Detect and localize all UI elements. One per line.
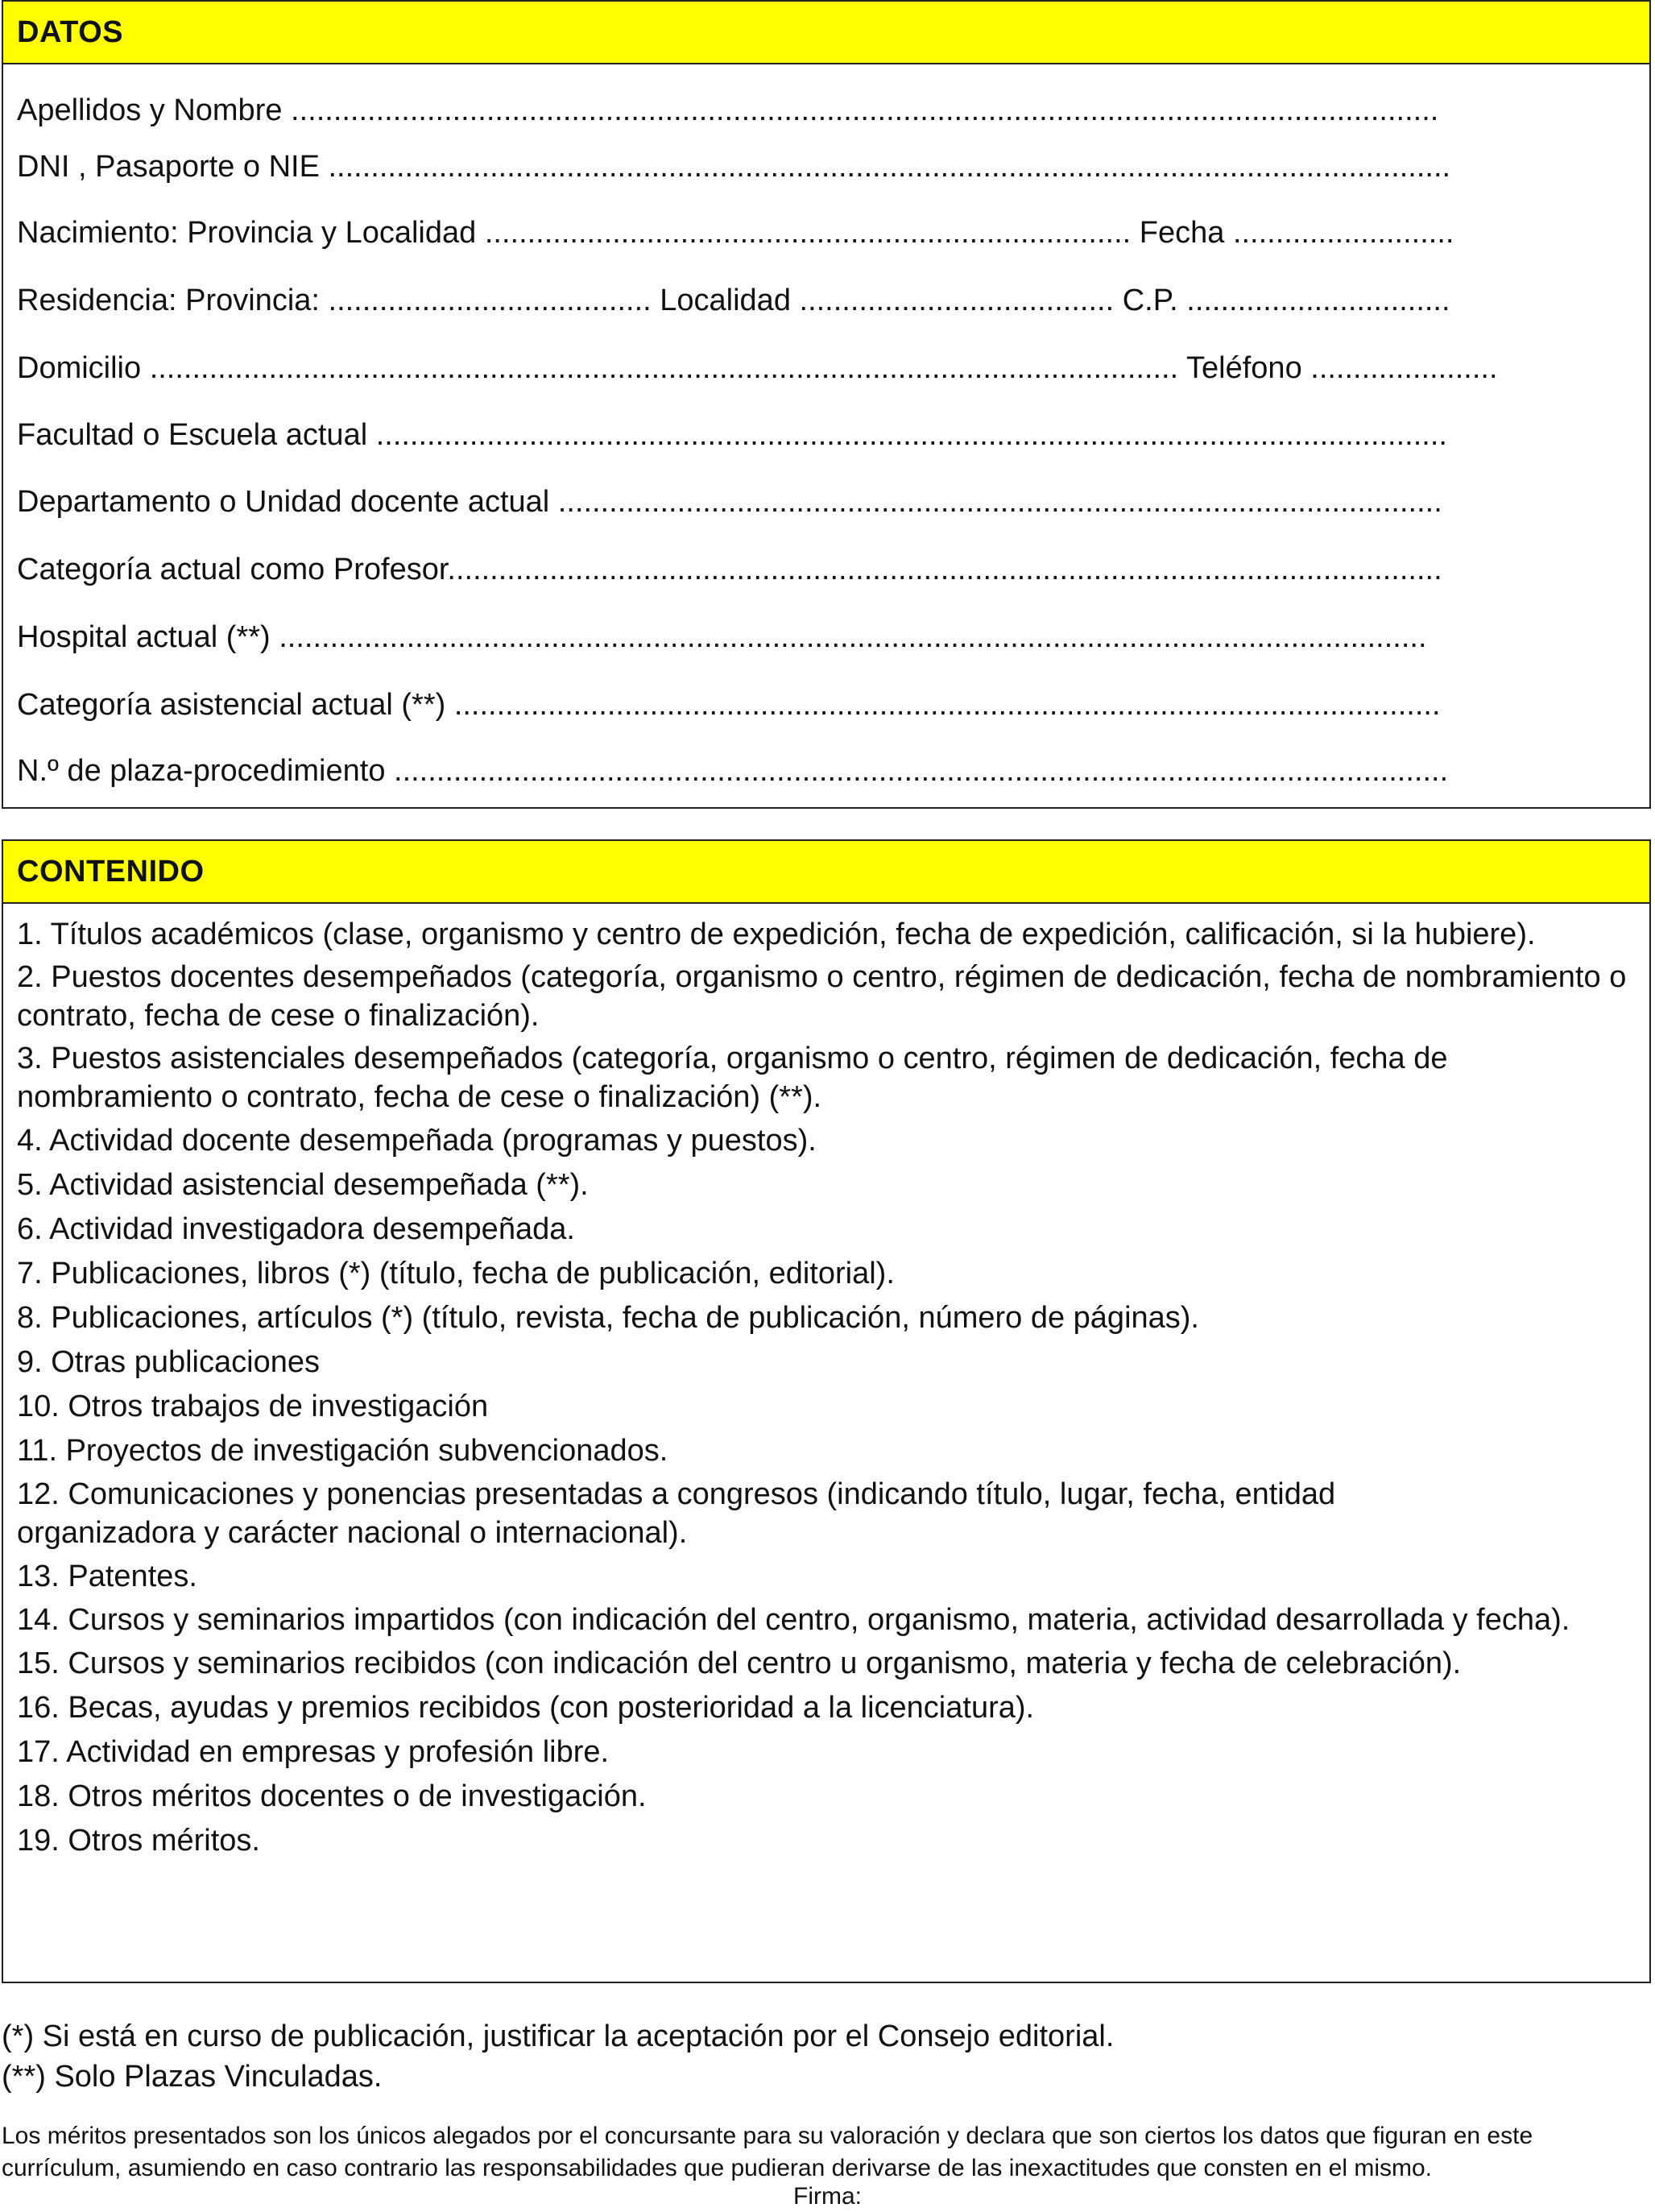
field-domicilio[interactable]: Domicilio ......................................................................................................................... Teléfono ...................... <box>17 351 1498 385</box>
field-apellidos-nombre[interactable]: Apellidos y Nombre ....................................................................................................................................... <box>17 93 1439 127</box>
list-item: 9. Otras publicaciones <box>17 1345 320 1379</box>
footnote-plazas-vinculadas: (**) Solo Plazas Vinculadas. <box>2 2060 383 2094</box>
list-item: 3. Puestos asistenciales desempeñados (categoría, organismo o centro, régimen de dedicación, fecha de nombramiento o contrato, fecha de cese o finalización) (**). <box>17 1042 1448 1114</box>
list-item: 18. Otros méritos docentes o de investigación. <box>17 1779 647 1813</box>
field-nacimiento[interactable]: Nacimiento: Provincia y Localidad ............................................................................ Fecha .......................... <box>17 216 1454 250</box>
contenido-list <box>17 915 1632 1865</box>
list-item: 14. Cursos y seminarios impartidos (con indicación del centro, organismo, materia, actividad desarrollada y fecha). <box>17 1603 1570 1637</box>
list-item: 11. Proyectos de investigación subvencionados. <box>17 1434 668 1468</box>
list-item: 13. Patentes. <box>17 1560 197 1593</box>
field-categoria-asistencial[interactable]: Categoría asistencial actual (**) .................................................................................................................... <box>17 688 1441 722</box>
list-item: 1. Títulos académicos (clase, organismo y centro de expedición, fecha de expedición, calificación, si la hubiere). <box>17 918 1536 951</box>
field-plaza-procedimiento[interactable]: N.º de plaza-procedimiento ............................................................................................................................ <box>17 754 1449 788</box>
list-item: 8. Publicaciones, artículos (*) (título, revista, fecha de publicación, número de páginas). <box>17 1301 1199 1335</box>
datos-section <box>2 0 1651 809</box>
signature-label: Firma: <box>793 2183 862 2210</box>
field-facultad[interactable]: Facultad o Escuela actual .............................................................................................................................. <box>17 418 1447 452</box>
list-item: 6. Actividad investigadora desempeñada. <box>17 1212 575 1246</box>
list-item: 4. Actividad docente desempeñada (programas y puestos). <box>17 1124 817 1158</box>
list-item: 19. Otros méritos. <box>17 1824 260 1858</box>
footnote-publicacion: (*) Si está en curso de publicación, justificar la aceptación por el Consejo editorial. <box>2 2019 1115 2053</box>
contenido-header: CONTENIDO <box>3 841 1649 904</box>
list-item: 10. Otros trabajos de investigación <box>17 1390 489 1423</box>
list-item: 5. Actividad asistencial desempeñada (**). <box>17 1168 589 1202</box>
field-hospital[interactable]: Hospital actual (**) ....................................................................................................................................... <box>17 620 1427 654</box>
list-item: 15. Cursos y seminarios recibidos (con indicación del centro u organismo, materia y fecha de celebración). <box>17 1647 1462 1680</box>
list-item: 17. Actividad en empresas y profesión libre. <box>17 1735 610 1769</box>
list-item: 12. Comunicaciones y ponencias presentadas a congresos (indicando título, lugar, fecha, entidad organizadora y carácter nacional o internacional). <box>17 1477 1336 1550</box>
declaration-text: Los méritos presentados son los únicos alegados por el concursante para su valoración y declara que son ciertos los datos que figuran en este currículum, asumiendo en caso contrario las responsabilidades que pudieran derivarse de las inexactitudes que consten en el mismo. <box>2 2123 1533 2181</box>
list-item: 16. Becas, ayudas y premios recibidos (con posterioridad a la licenciatura). <box>17 1691 1035 1725</box>
field-categoria-profesor[interactable]: Categoría actual como Profesor..................................................................................................................... <box>17 553 1442 586</box>
field-departamento[interactable]: Departamento o Unidad docente actual ........................................................................................................ <box>17 485 1442 519</box>
field-dni[interactable]: DNI , Pasaporte o NIE .................................................................................................................................... <box>17 150 1451 184</box>
list-item: 2. Puestos docentes desempeñados (categoría, organismo o centro, régimen de dedicación, fecha de nombramiento o contrato, fecha de cese o finalización). <box>17 960 1627 1033</box>
field-residencia[interactable]: Residencia: Provincia: ...................................... Localidad ..................................... C.P. ............................... <box>17 284 1450 317</box>
contenido-section <box>2 839 1651 1983</box>
list-item: 7. Publicaciones, libros (*) (título, fecha de publicación, editorial). <box>17 1257 895 1290</box>
datos-header: DATOS <box>3 2 1649 64</box>
